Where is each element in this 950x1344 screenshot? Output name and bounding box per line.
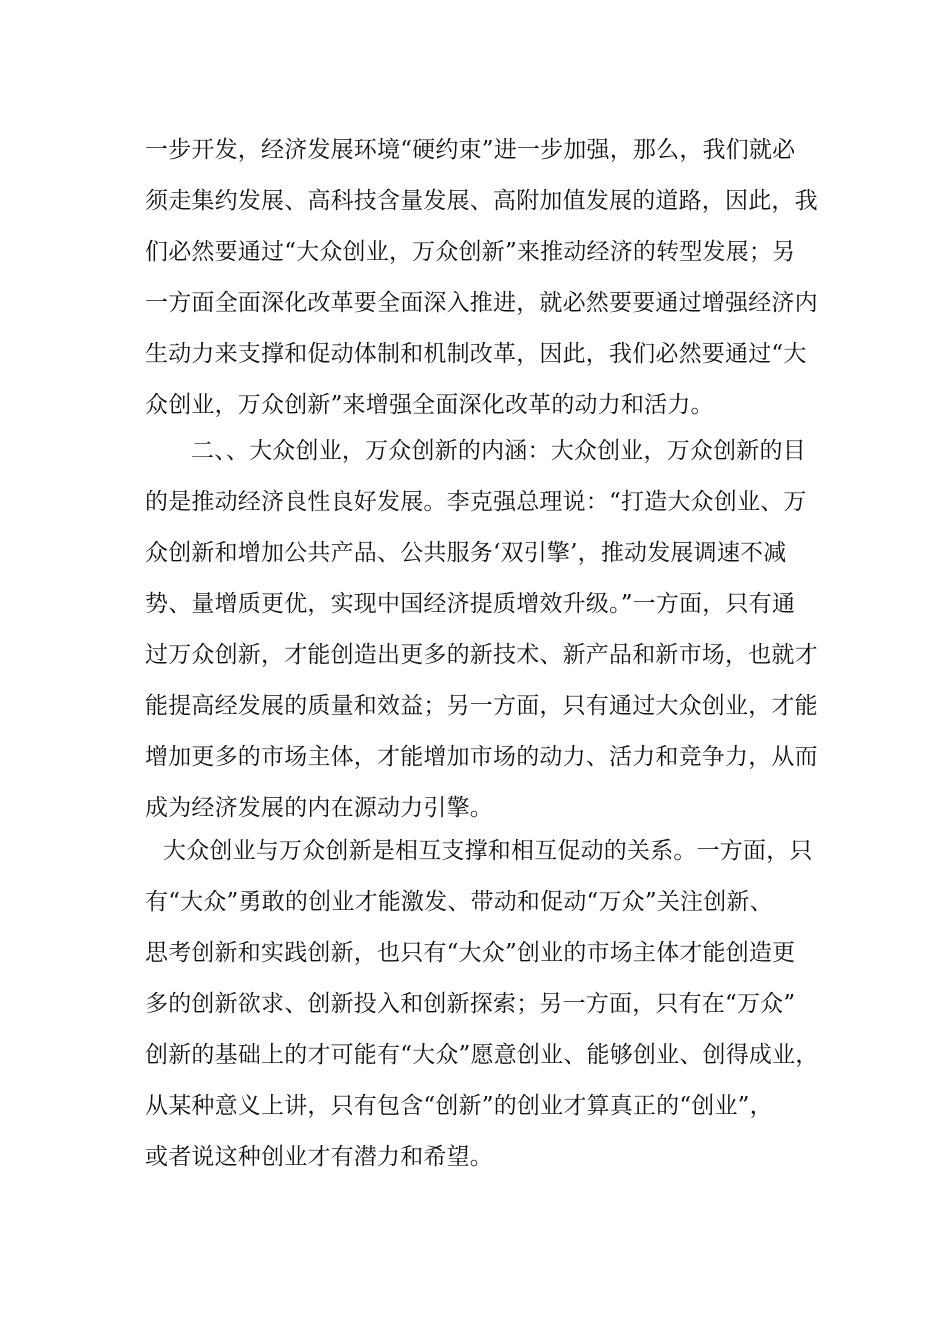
text-line: 从某种意义上讲，只有包含“创新”的创业才算真正的“创业”， xyxy=(145,1093,773,1119)
text-line: 们必然要通过“大众创业，万众创新”来推动经济的转型发展；另 xyxy=(145,239,796,265)
text-line: 能提高经发展的质量和效益；另一方面，只有通过大众创业，才能 xyxy=(145,693,818,719)
text-line: 势、量增质更优，实现中国经济提质增效升级。”一方面，只有通 xyxy=(145,591,796,617)
paragraph-economic-transformation xyxy=(145,125,818,431)
text-line: 一步开发，经济发展环境“硬约束”进一步加强，那么，我们就必 xyxy=(145,137,796,163)
text-line: 一方面全面深化改革要全面深入推进，就必然要要通过增强经济内 xyxy=(145,290,818,316)
text-line: 须走集约发展、高科技含量发展、高附加值发展的道路，因此，我 xyxy=(145,188,818,214)
text-line: 过万众创新，才能创造出更多的新技术、新产品和新市场，也就才 xyxy=(145,642,818,668)
text-line: 有“大众”勇敢的创业才能激发、带动和促动“万众”关注创新、 xyxy=(145,889,773,915)
text-line: 成为经济发展的内在源动力引擎。 xyxy=(145,795,493,821)
text-line: 多的创新欲求、创新投入和创新探索；另一方面，只有在“万众” xyxy=(145,991,796,1017)
text-line: 创新的基础上的才可能有“大众”愿意创业、能够创业、创得成业， xyxy=(145,1042,819,1068)
text-line: 的是推动经济良性良好发展。李克强总理说：“打造大众创业、万 xyxy=(145,489,807,515)
text-line: 生动力来支撑和促动体制和机制改革，因此，我们必然要通过“大 xyxy=(145,341,807,367)
text-line: 或者说这种创业才有潜力和希望。 xyxy=(145,1144,493,1170)
paragraph-connotation xyxy=(145,426,818,834)
text-line: 众创业，万众创新”来增强全面深化改革的动力和活力。 xyxy=(145,392,714,418)
paragraph-mutual-support xyxy=(145,826,819,1183)
text-line-indented: 二、、大众创业，万众创新的内涵：大众创业，万众创新的目 xyxy=(191,438,806,464)
text-line-indented: 大众创业与万众创新是相互支撑和相互促动的关系。一方面，只 xyxy=(163,838,813,864)
text-line: 思考创新和实践创新，也只有“大众”创业的市场主体才能创造更 xyxy=(145,940,796,966)
text-line: 增加更多的市场主体，才能增加市场的动力、活力和竞争力，从而 xyxy=(145,744,818,770)
text-line: 众创新和增加公共产品、公共服务‘双引擎’，推动发展调速不减 xyxy=(145,540,787,566)
